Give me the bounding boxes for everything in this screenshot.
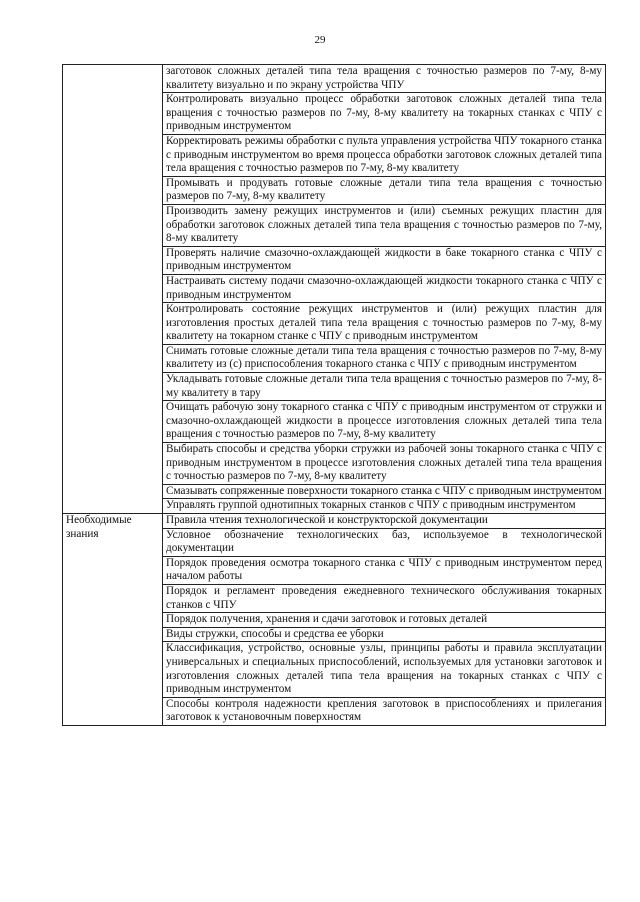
row-text: Настраивать систему подачи смазочно-охлаждающей жидкости токарного станка с ЧПУ с приводным инструментом [163, 274, 606, 302]
section-label: Необходимые знания [63, 514, 163, 726]
row-text: Порядок и регламент проведения ежедневного технического обслуживания токарных станков с ЧПУ [163, 584, 606, 612]
row-text: Проверять наличие смазочно-охлаждающей жидкости в баке токарного станка с ЧПУ с приводным инструментом [163, 246, 606, 274]
row-text: Контролировать визуально процесс обработки заготовок сложных деталей типа тела вращения с точностью размеров по 7-му, 8-му квалитету на токарных станках с ЧПУ с приводным инструментом [163, 93, 606, 135]
row-text: Укладывать готовые сложные детали типа тела вращения с точностью размеров по 7-му, 8-му квалитету в тару [163, 373, 606, 401]
row-text: Снимать готовые сложные детали типа тела вращения с точностью размеров по 7-му, 8-му квалитету из (с) приспособления токарного станка с ЧПУ с приводным инструментом [163, 344, 606, 372]
table-row [63, 65, 606, 93]
page-number: 29 [314, 34, 326, 46]
row-text: Очищать рабочую зону токарного станка с ЧПУ с приводным инструментом от стружки и смазочно-охлаждающей жидкости в процессе изготовления сложных деталей типа тела вращения с точностью размеров по 7-му, 8-му квалитету [163, 401, 606, 443]
section-label [63, 65, 163, 514]
row-text: заготовок сложных деталей типа тела вращения с точностью размеров по 7-му, 8-му квалитету визуально и по экрану устройства ЧПУ [163, 65, 606, 93]
row-text: Порядок проведения осмотра токарного станка с ЧПУ с приводным инструментом перед началом работы [163, 556, 606, 584]
row-text: Порядок получения, хранения и сдачи заготовок и готовых деталей [163, 613, 606, 628]
row-text: Производить замену режущих инструментов и (или) съемных режущих пластин для обработки заготовок сложных деталей типа тела вращения с точностью размеров по 7-му, 8-му квалитету [163, 204, 606, 246]
row-text: Контролировать состояние режущих инструментов и (или) режущих пластин для изготовления простых деталей типа тела вращения с точностью размеров по 7-му, 8-му квалитету на токарном станке с ЧПУ с приводным инструментом [163, 303, 606, 345]
row-text: Способы контроля надежности крепления заготовок в приспособлениях и прилегания заготовок к установочным поверхностям [163, 697, 606, 725]
row-text: Смазывать сопряженные поверхности токарного станка с ЧПУ с приводным инструментом [163, 484, 606, 499]
requirements-table [62, 64, 606, 726]
row-text: Классификация, устройство, основные узлы, принципы работы и правила эксплуатации универсальных и специальных приспособлений, используемых для установки заготовок и изготовления сложных деталей типа тела вращения на токарных станках с ЧПУ с приводным инструментом [163, 642, 606, 697]
table-row [63, 514, 606, 529]
row-text: Виды стружки, способы и средства ее уборки [163, 627, 606, 642]
row-text: Условное обозначение технологических баз, используемое в технологической документации [163, 528, 606, 556]
row-text: Выбирать способы и средства уборки стружки из рабочей зоны токарного станка с ЧПУ с приводным инструментом в процессе изготовления сложных деталей типа тела вращения с точностью размеров по 7-му, 8-му квалитету [163, 443, 606, 485]
row-text: Правила чтения технологической и конструкторской документации [163, 514, 606, 529]
row-text: Управлять группой однотипных токарных станков с ЧПУ с приводным инструментом [163, 499, 606, 514]
row-text: Корректировать режимы обработки с пульта управления устройства ЧПУ токарного станка с приводным инструментом во время процесса обработки заготовок сложных деталей типа тела вращения с точностью размеров по 7-му, 8-му квалитету [163, 134, 606, 176]
row-text: Промывать и продувать готовые сложные детали типа тела вращения с точностью размеров по 7-му, 8-му квалитету [163, 176, 606, 204]
